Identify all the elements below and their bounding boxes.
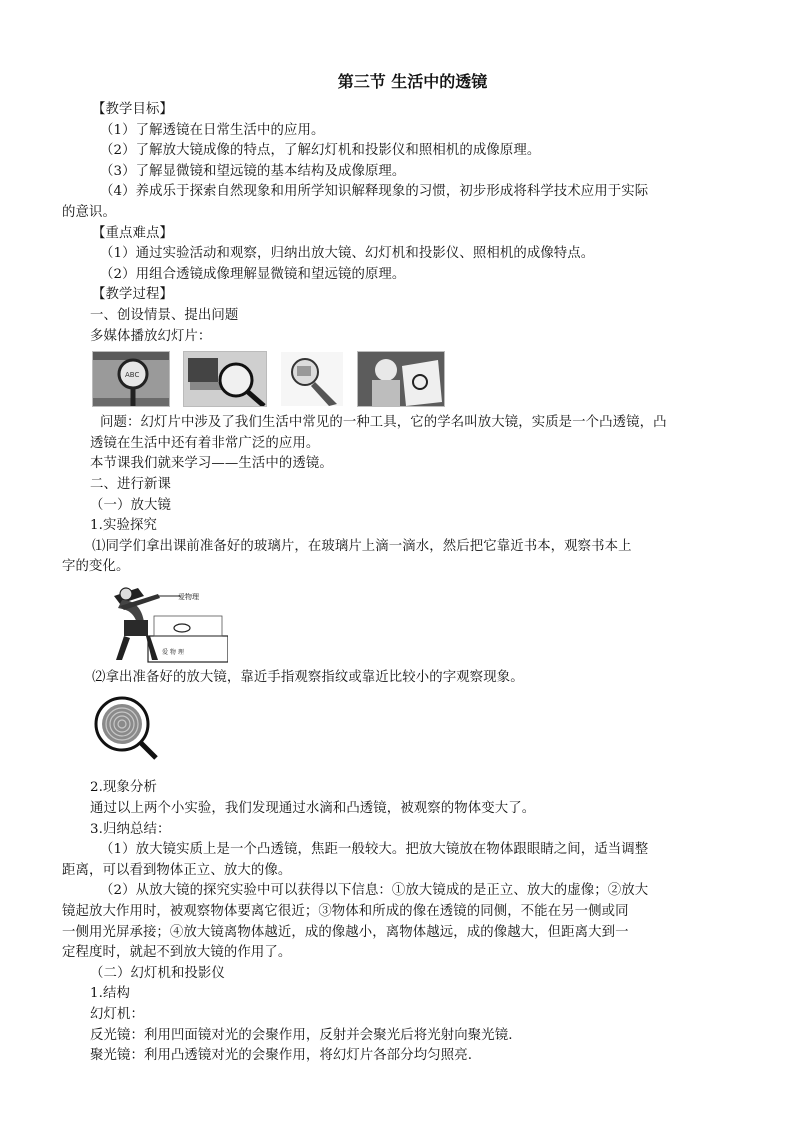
question-line-1: 问题：幻灯片中涉及了我们生活中常见的一种工具，它的学名叫放大镜，实质是一个凸透镜，凸 <box>100 415 667 431</box>
svg-text:ABC: ABC <box>125 371 140 380</box>
process-heading: 【教学过程】 <box>92 287 173 303</box>
condenser-text: 聚光镜：利用凸透镜对光的会聚作用，将幻灯片各部分均匀照亮. <box>90 1048 473 1064</box>
fingerprint-magnifier-figure <box>92 694 735 764</box>
magnifier-computer-image <box>183 351 267 407</box>
fig1-label: 爱 物 理 <box>162 648 184 656</box>
section-1-heading: 一、创设情景、提出问题 <box>90 307 239 323</box>
structure-heading: 1.结构 <box>90 986 130 1002</box>
summary-1-line-2: 距离，可以看到物体正立、放大的像。 <box>62 862 292 878</box>
analysis-text: 通过以上两个小实验，我们发现通过水滴和凸透镜，被观察的物体变大了。 <box>90 801 536 817</box>
magnifier-hand-image <box>280 351 344 407</box>
slideshow-images <box>92 351 735 407</box>
goal-item-4: （4）养成乐于探索自然现象和用所学知识解释现象的习惯，初步形成将科学技术应用于实际 <box>100 184 649 200</box>
summary-2-line-2: 镜起放大作用时，被观察物体要离它很近；③物体和所成的像在透镜的同侧，不能在另一侧或同 <box>62 904 629 920</box>
summary-heading: 3.归纳总结： <box>90 821 171 837</box>
reflector-text: 反光镜：利用凹面镜对光的会聚作用，反射并会聚光后将光射向聚光镜. <box>90 1027 513 1043</box>
intro-text: 本节课我们就来学习——生活中的透镜。 <box>90 456 333 472</box>
slideshow-text: 多媒体播放幻灯片： <box>90 328 212 344</box>
experiment-1-line-2: 字的变化。 <box>62 559 130 575</box>
elderly-reading-image <box>357 351 445 407</box>
key-points-heading: 【重点难点】 <box>92 225 173 241</box>
summary-2-line-4: 定程度时，就起不到放大镜的作用了。 <box>62 945 292 961</box>
goal-item-4-cont: 的意识。 <box>62 204 116 220</box>
question-line-2: 透镜在生活中还有着非常广泛的应用。 <box>90 435 320 451</box>
summary-2-line-3: 一侧用光屏承接；④放大镜离物体越近，成的像越小，离物体越远，成的像越大，但距离大到一 <box>62 924 629 940</box>
experiment-heading: 1.实验探究 <box>90 518 157 534</box>
goal-item-3: （3）了解显微镜和望远镜的基本结构及成像原理。 <box>100 163 406 179</box>
key-point-1: （1）通过实验活动和观察，归纳出放大镜、幻灯机和投影仪、照相机的成像特点。 <box>100 246 595 262</box>
experiment-2-text: ⑵拿出准备好的放大镜，靠近手指观察指纹或靠近比较小的字观察现象。 <box>92 669 524 685</box>
experiment-1-line-1: ⑴同学们拿出课前准备好的玻璃片，在玻璃片上滴一滴水，然后把它靠近书本，观察书本上 <box>92 538 632 554</box>
document-page <box>62 68 735 1067</box>
goals-heading: 【教学目标】 <box>92 102 173 117</box>
key-point-2: （2）用组合透镜成像理解显微镜和望远镜的原理。 <box>100 266 406 282</box>
goal-item-2: （2）了解放大镜成像的特点，了解幻灯机和投影仪和照相机的成像原理。 <box>100 143 541 159</box>
summary-1-line-1: （1）放大镜实质上是一个凸透镜，焦距一般较大。把放大镜放在物体跟眼睛之间，适当调整 <box>100 842 649 858</box>
summary-2-line-1: （2）从放大镜的探究实验中可以获得以下信息：①放大镜成的是正立、放大的虚像；②放大 <box>100 883 649 899</box>
page-title: 第三节 生活中的透镜 <box>337 72 488 91</box>
water-drop-figure <box>98 582 735 664</box>
fig1-text: 爱物理 <box>178 592 199 601</box>
subsection-2-heading: （二）幻灯机和投影仪 <box>90 965 225 981</box>
subsection-1-heading: （一）放大镜 <box>90 497 171 513</box>
goal-item-1: （1）了解透镜在日常生活中的应用。 <box>100 122 325 138</box>
magnifier-book-image <box>92 351 170 407</box>
section-2-heading: 二、进行新课 <box>90 476 171 492</box>
projector-label: 幻灯机： <box>90 1007 144 1022</box>
analysis-heading: 2.现象分析 <box>90 780 157 796</box>
